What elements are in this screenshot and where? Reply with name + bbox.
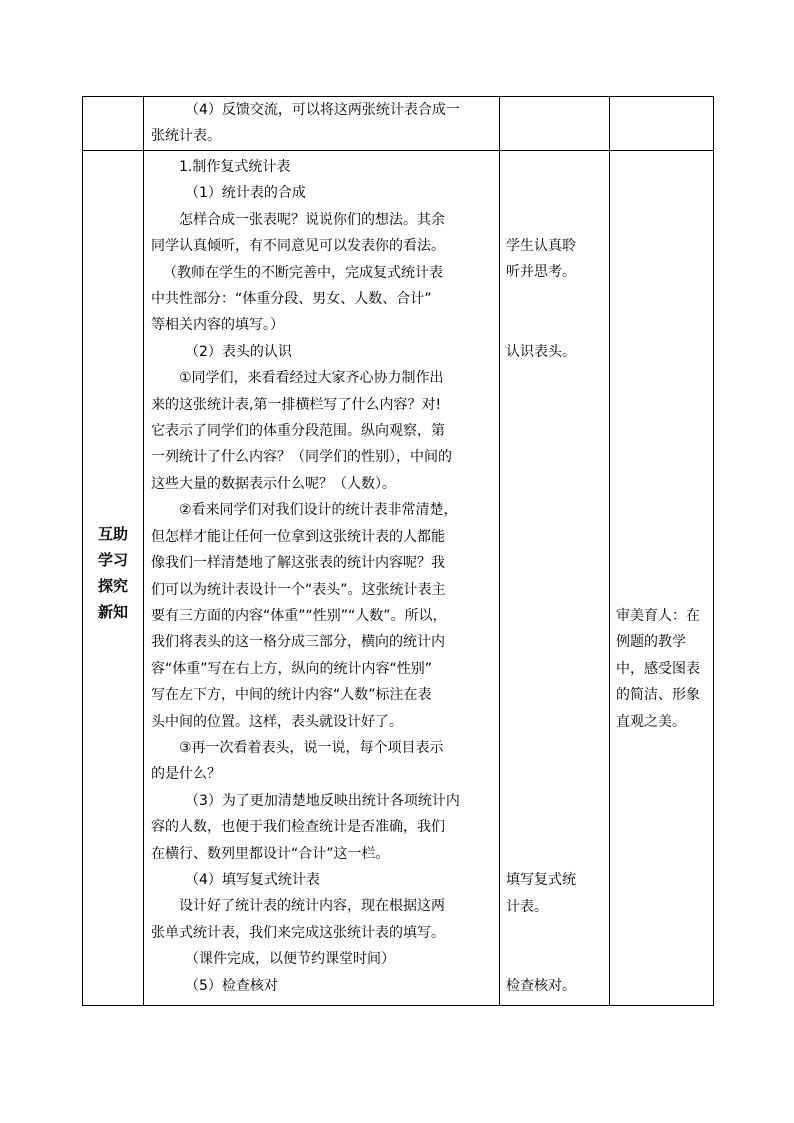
content-line: 写在左下方，中间的统计内容“人数”标注在表 bbox=[151, 687, 432, 704]
student-activity-line: 学生认真聆 bbox=[506, 238, 576, 254]
content-line: （4）填写复式统计表 bbox=[185, 871, 320, 888]
content-cell bbox=[144, 97, 500, 151]
content-line: 它表示了同学们的体重分段范围。纵向观察，第 bbox=[151, 423, 445, 440]
student-activity-line: 听并思考。 bbox=[506, 264, 576, 281]
content-line: 1.制作复式统计表 bbox=[179, 159, 291, 175]
table-row bbox=[83, 97, 714, 151]
content-line: 张统计表。 bbox=[151, 128, 221, 145]
content-line: 头中间的位置。这样，表头就设计好了。 bbox=[151, 713, 403, 730]
content-line: ①同学们，来看看经过大家齐心协力制作出 bbox=[179, 370, 444, 387]
content-line: 像我们一样清楚地了解这张表的统计内容呢？我 bbox=[151, 555, 445, 572]
content-line: 一列统计了什么内容？（同学们的性别），中间的 bbox=[151, 449, 452, 466]
table-row bbox=[83, 151, 714, 1006]
student-activity-line: 检查核对。 bbox=[506, 978, 576, 995]
student-activity-cell bbox=[500, 151, 610, 1006]
content-line: ②看来同学们对我们设计的统计表非常清楚， bbox=[179, 502, 458, 519]
student-activity-line: 认识表头。 bbox=[506, 343, 576, 360]
content-line: 容的人数，也便于我们检查统计是否准确，我们 bbox=[151, 819, 445, 836]
content-line: 等相关内容的填写。） bbox=[151, 317, 284, 334]
content-line: （2）表头的认识 bbox=[185, 343, 292, 360]
content-line: 同学认真倾听，有不同意见可以发表你的看法。 bbox=[151, 238, 445, 255]
design-intent-cell-empty bbox=[610, 97, 714, 151]
content-cell bbox=[144, 151, 500, 1006]
content-line: （3）为了更加清楚地反映出统计各项统计内 bbox=[185, 792, 460, 809]
design-intent-line: 直观之美。 bbox=[616, 713, 686, 730]
design-intent-line: 中，感受图表 bbox=[616, 660, 700, 677]
content-line: （5）检查核对 bbox=[185, 977, 278, 994]
lesson-plan-table bbox=[82, 96, 714, 1006]
content-line: 中共性部分：“体重分段、男女、人数、合计” bbox=[151, 291, 432, 308]
student-activity-line: 填写复式统 bbox=[506, 872, 576, 889]
content-line: （4）反馈交流，可以将这两张统计表合成一 bbox=[185, 102, 460, 118]
section-label-cell bbox=[83, 151, 144, 1006]
student-activity-cell-empty bbox=[500, 97, 610, 151]
content-line: ③再一次看着表头，说一说，每个项目表示 bbox=[179, 739, 444, 756]
content-line: （课件完成，以便节约课堂时间） bbox=[185, 951, 395, 968]
content-line: 们可以为统计表设计一个“表头”。这张统计表主 bbox=[151, 581, 446, 598]
content-line: 我们将表头的这一格分成三部分，横向的统计内 bbox=[151, 634, 445, 651]
design-intent-line: 审美育人：在 bbox=[616, 608, 700, 624]
content-line: 怎样合成一张表呢？说说你们的想法。其余 bbox=[179, 211, 445, 228]
content-line: 张单式统计表，我们来完成这张统计表的填写。 bbox=[151, 924, 445, 941]
content-line: （教师在学生的不断完善中，完成复式统计表 bbox=[163, 264, 443, 281]
content-line: 设计好了统计表的统计内容，现在根据这两 bbox=[179, 898, 445, 915]
content-line: （1）统计表的合成 bbox=[185, 185, 306, 202]
content-line: 来的这张统计表,第一排横栏写了什么内容？对! bbox=[151, 396, 442, 413]
student-activity-line: 计表。 bbox=[506, 898, 548, 915]
content-line: 这些大量的数据表示什么呢？（人数）。 bbox=[151, 475, 396, 492]
content-line: 要有三方面的内容“体重”“性别”“人数”。所以， bbox=[151, 607, 447, 624]
design-intent-cell bbox=[610, 151, 714, 1006]
content-line: 在横行、数列里都设计“合计”这一栏。 bbox=[151, 845, 390, 862]
design-intent-line: 的简洁、形象 bbox=[616, 687, 700, 704]
section-label: 互助 学习 探究 新知 bbox=[97, 525, 128, 622]
design-intent-line: 例题的教学 bbox=[616, 634, 686, 651]
section-label-cell-empty bbox=[83, 97, 144, 151]
content-line: 的是什么？ bbox=[151, 766, 221, 783]
content-line: 容“体重”写在右上方，纵向的统计内容“性别” bbox=[151, 660, 433, 677]
content-line: 但怎样才能让任何一位拿到这张统计表的人都能 bbox=[151, 528, 445, 545]
